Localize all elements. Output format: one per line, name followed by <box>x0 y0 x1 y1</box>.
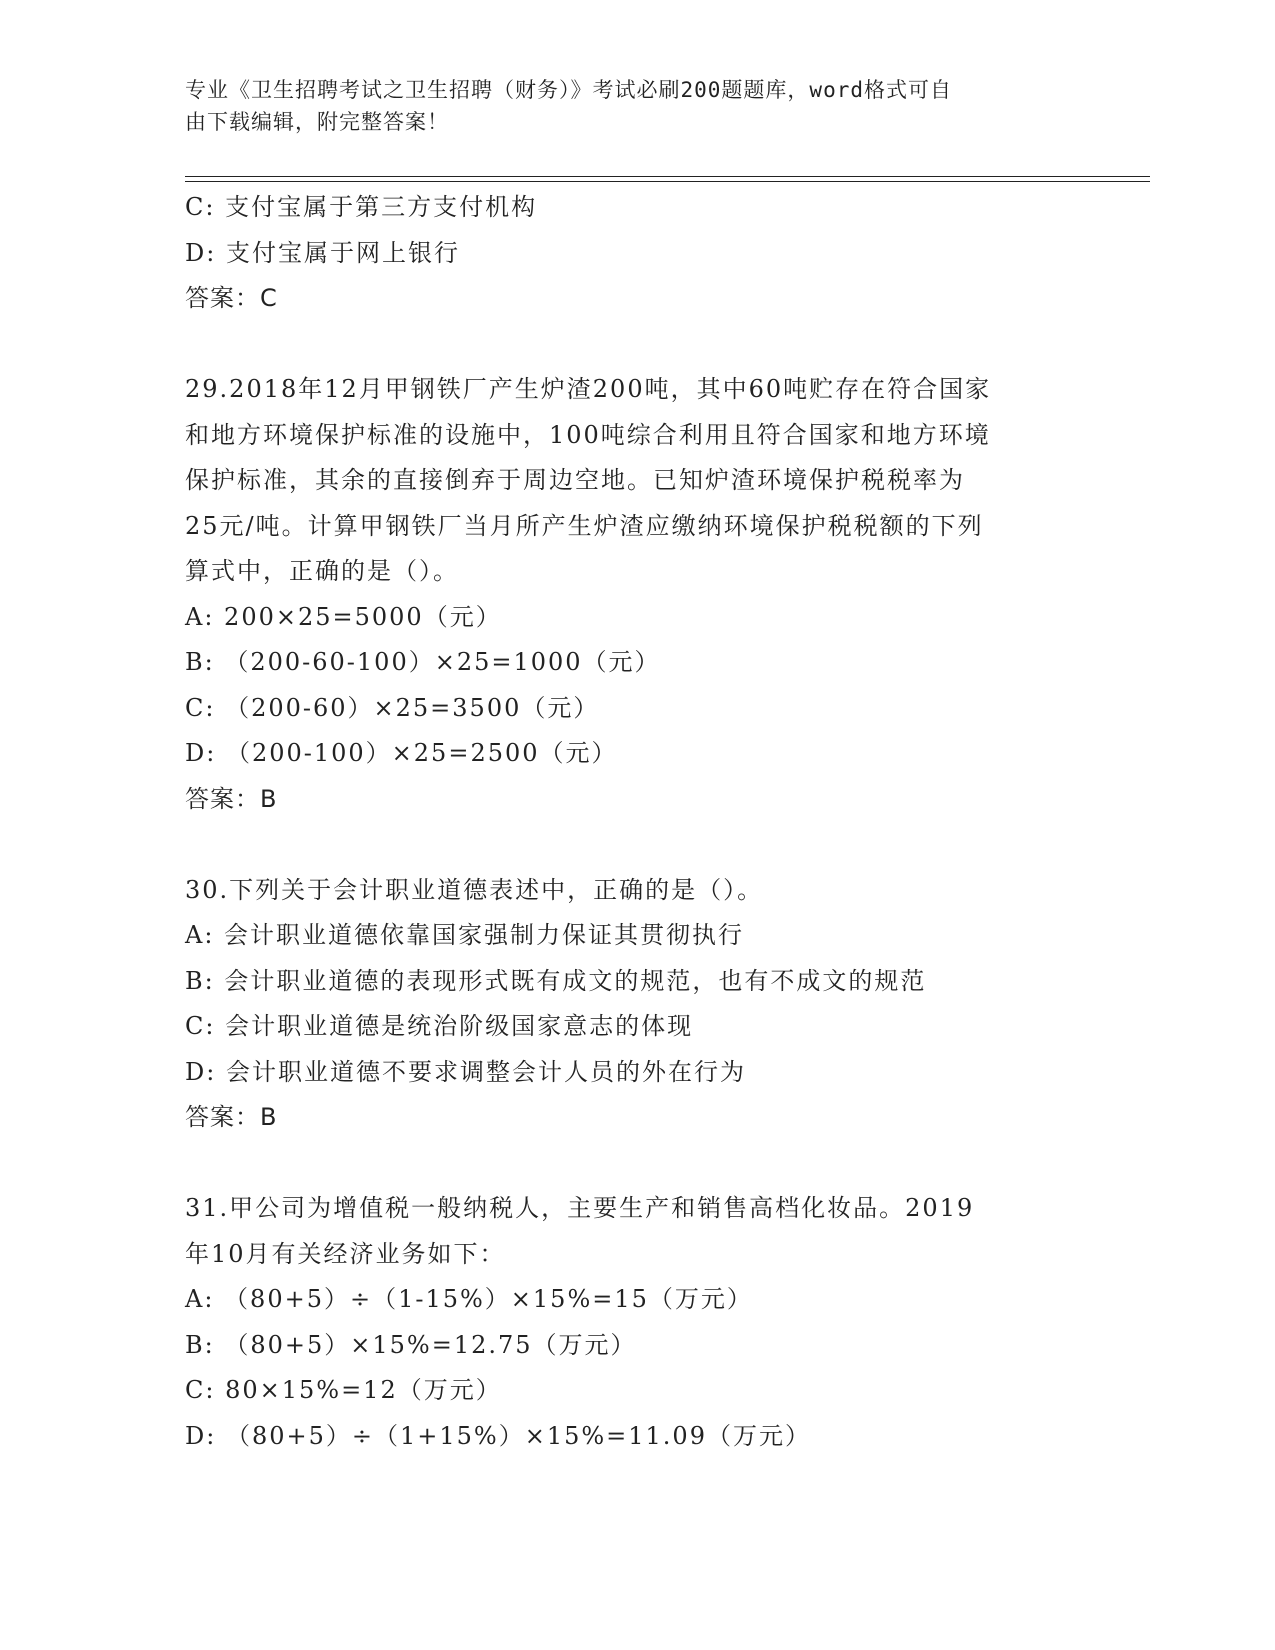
header-divider-bottom <box>185 181 1150 182</box>
question-stem-line: 算式中，正确的是（）。 <box>185 557 459 585</box>
question-stem-line: 和地方环境保护标准的设施中，100吨综合利用且符合国家和地方环境 <box>185 420 991 449</box>
question-stem-line: 25元/吨。计算甲钢铁厂当月所产生炉渣应缴纳环境保护税税额的下列 <box>185 511 984 540</box>
option-c: C: 会计职业道德是统治阶级国家意志的体现 <box>185 1012 694 1040</box>
option-a: A: 200×25=5000（元） <box>185 602 502 631</box>
question-29 <box>185 367 1085 822</box>
option-b: B: （200-60-100）×25=1000（元） <box>185 648 661 676</box>
spacer <box>185 1141 1085 1187</box>
option-a: A: 会计职业道德依靠国家强制力保证其贯彻执行 <box>185 921 745 949</box>
spacer <box>185 322 1085 368</box>
answer-line: 答案：B <box>185 1103 278 1131</box>
option-d: D: （200-100）×25=2500（元） <box>185 739 618 767</box>
option-c: C: 支付宝属于第三方支付机构 <box>185 193 538 221</box>
question-stem-line: 年10月有关经济业务如下： <box>185 1239 506 1268</box>
spacer <box>185 822 1085 868</box>
answer-line: 答案：B <box>185 784 278 813</box>
document-body <box>185 185 1085 1459</box>
previous-question-tail <box>185 185 1085 322</box>
option-c: C: （200-60）×25=3500（元） <box>185 693 600 722</box>
option-c: C: 80×15%=12（万元） <box>185 1376 502 1404</box>
option-d: D: 支付宝属于网上银行 <box>185 238 460 267</box>
question-stem-line: 保护标准，其余的直接倒弃于周边空地。已知炉渣环境保护税税率为 <box>185 466 965 494</box>
question-stem-line: 31.甲公司为增值税一般纳税人，主要生产和销售高档化妆品。2019 <box>185 1194 975 1222</box>
question-stem-line: 29.2018年12月甲钢铁厂产生炉渣200吨，其中60吨贮存在符合国家 <box>185 375 992 403</box>
option-d: D: （80+5）÷（1+15%）×15%=11.09（万元） <box>185 1421 811 1450</box>
header-line-1: 专业《卫生招聘考试之卫生招聘（财务）》考试必刷200题题库，word格式可自 <box>185 78 952 102</box>
question-30 <box>185 868 1085 1141</box>
header-line-2: 由下载编辑，附完整答案！ <box>185 110 449 134</box>
answer-line: 答案：C <box>185 284 278 312</box>
question-31 <box>185 1186 1085 1459</box>
document-header <box>185 74 1065 138</box>
option-b: B: 会计职业道德的表现形式既有成文的规范，也有不成文的规范 <box>185 966 927 995</box>
option-b: B: （80+5）×15%=12.75（万元） <box>185 1330 637 1359</box>
question-stem-line: 30.下列关于会计职业道德表述中，正确的是（）。 <box>185 875 764 904</box>
option-d: D: 会计职业道德不要求调整会计人员的外在行为 <box>185 1057 746 1086</box>
option-a: A: （80+5）÷（1-15%）×15%=15（万元） <box>185 1285 753 1313</box>
header-divider-top <box>185 176 1150 177</box>
